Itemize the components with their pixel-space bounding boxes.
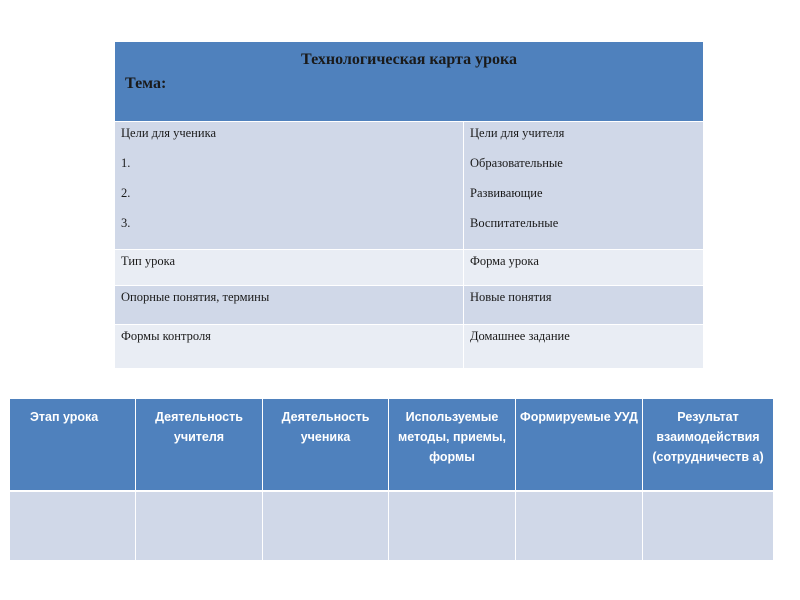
column-header-student-activity: Деятельность ученика <box>263 399 389 492</box>
lesson-type-cell: Тип урока <box>115 250 464 285</box>
column-header-result: Результат взаимодействия (сотрудничеств а) <box>643 399 773 492</box>
student-goals-cell <box>115 122 464 249</box>
lesson-stages-table <box>10 399 773 560</box>
goals-row <box>115 122 703 250</box>
control-row <box>115 325 703 368</box>
student-goal-item: 1. <box>121 156 131 170</box>
lesson-type-row <box>115 250 703 286</box>
table-cell <box>516 492 643 560</box>
column-header-uud: Формируемые УУД <box>516 399 643 492</box>
homework-cell: Домашнее задание <box>470 329 570 343</box>
student-goal-item: 3. <box>121 216 131 230</box>
column-header-stage: Этап урока <box>10 399 136 492</box>
student-goals-heading: Цели для ученика <box>121 126 216 140</box>
table-cell <box>263 492 389 560</box>
table-cell <box>643 492 773 560</box>
table-cell <box>136 492 263 560</box>
key-concepts-cell: Опорные понятия, термины <box>115 286 464 324</box>
student-goal-item: 2. <box>121 186 131 200</box>
column-header-methods: Используемые методы, приемы, формы <box>389 399 516 492</box>
teacher-goals-cell <box>464 122 703 249</box>
new-concepts-cell: Новые понятия <box>470 290 552 304</box>
teacher-goal-item: Воспитательные <box>470 216 559 230</box>
lesson-form-cell: Форма урока <box>470 254 539 268</box>
teacher-goal-item: Развивающие <box>470 186 543 200</box>
teacher-goals-heading: Цели для учителя <box>470 126 565 140</box>
control-forms-cell: Формы контроля <box>115 325 464 368</box>
teacher-goal-item: Образовательные <box>470 156 563 170</box>
card-title: Технологическая карта урока <box>301 51 517 68</box>
lesson-card-table <box>115 42 703 368</box>
card-header <box>115 42 703 122</box>
column-header-teacher-activity: Деятельность учителя <box>136 399 263 492</box>
concepts-row <box>115 286 703 325</box>
card-topic-label: Тема: <box>125 75 167 92</box>
table-cell <box>389 492 516 560</box>
table-cell <box>10 492 136 560</box>
